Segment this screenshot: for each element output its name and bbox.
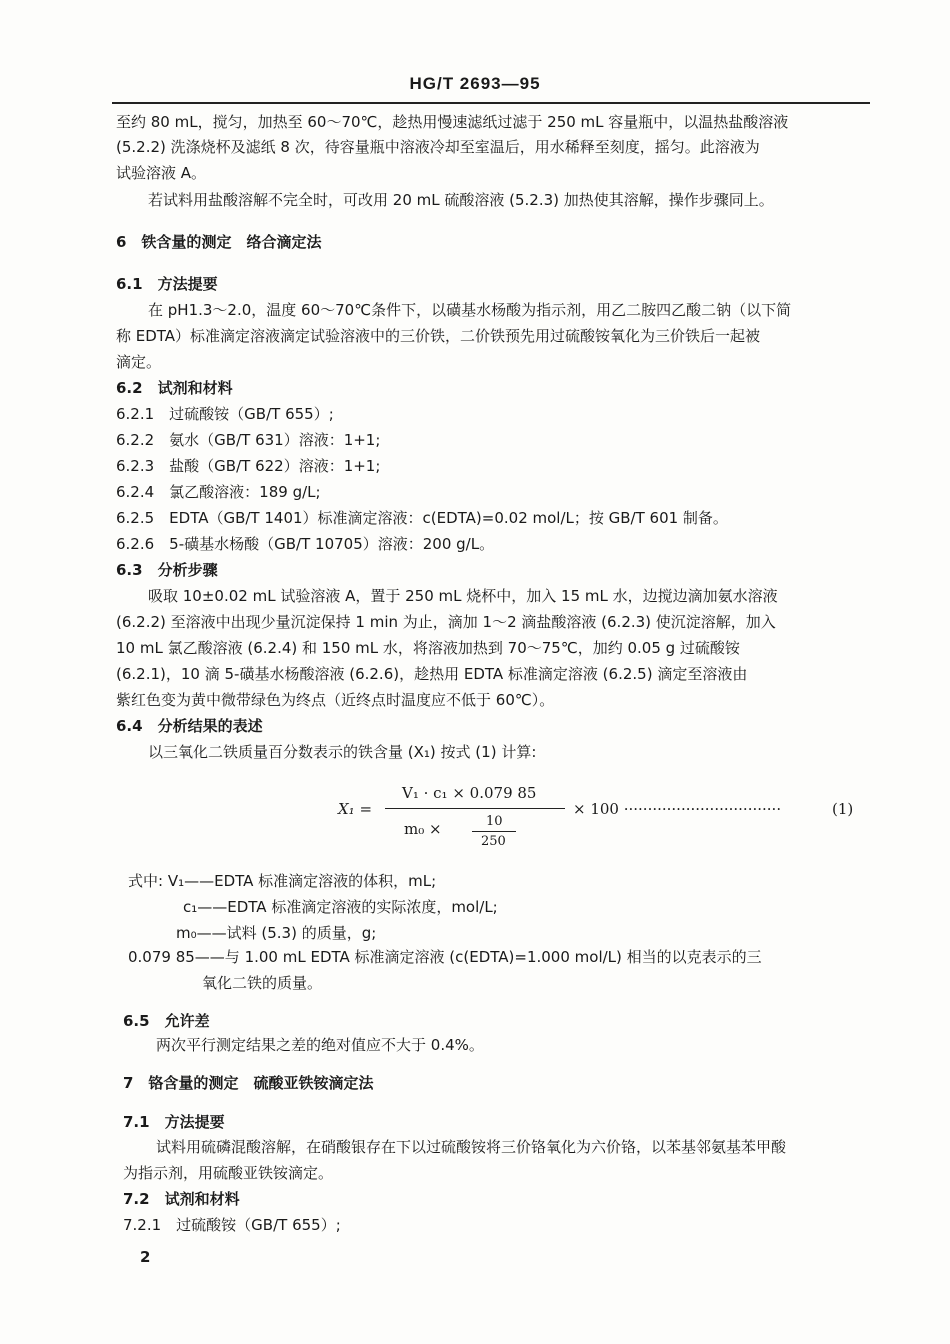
body-line: (6.2.1)，10 滴 5-磺基水杨酸溶液 (6.2.6)，趁热用 EDTA 标准滴定溶液 (6.2.5) 滴定至溶液由 (116, 665, 748, 683)
section-6-heading: 6 铁含量的测定 络合滴定法 (116, 233, 322, 251)
body-line: 至约 80 mL，搅匀，加热至 60～70℃，趁热用慢速滤纸过滤于 250 mL 容量瓶中，以温热盐酸溶液 (116, 113, 789, 131)
reagent-item: 6.2.4 氯乙酸溶液：189 g/L; (116, 483, 321, 501)
section-7-1-heading: 7.1 方法提要 (123, 1113, 225, 1131)
reagent-item: 6.2.2 氨水（GB/T 631）溶液：1+1; (116, 431, 381, 449)
formula-number: (1) (832, 800, 854, 818)
body-line: 为指示剂，用硫酸亚铁铵滴定。 (123, 1164, 334, 1182)
formula-numerator: V₁ · c₁ × 0.079 85 (402, 784, 537, 802)
section-7-heading: 7 铬含量的测定 硫酸亚铁铵滴定法 (123, 1074, 374, 1092)
body-line: 10 mL 氯乙酸溶液 (6.2.4) 和 150 mL 水，将溶液加热到 70～75℃，加约 0.05 g 过硫酸铵 (116, 639, 740, 657)
section-6-4-heading: 6.4 分析结果的表述 (116, 717, 263, 735)
reagent-item: 6.2.1 过硫酸铵（GB/T 655）; (116, 405, 334, 423)
body-line: (6.2.2) 至溶液中出现少量沉淀保持 1 min 为止，滴加 1～2 滴盐酸溶液 (6.2.3) 使沉淀溶解，加入 (116, 613, 776, 631)
legend-line: 0.079 85——与 1.00 mL EDTA 标准滴定溶液 (c(EDTA)=1.000 mol/L) 相当的以克表示的三 (128, 948, 762, 966)
section-6-3-heading: 6.3 分析步骤 (116, 561, 218, 579)
formula-denominator-prefix: m₀ × (404, 820, 442, 838)
legend-line: c₁——EDTA 标准滴定溶液的实际浓度，mol/L; (183, 898, 498, 916)
reagent-item: 6.2.6 5-磺基水杨酸（GB/T 10705）溶液：200 g/L。 (116, 535, 495, 553)
body-line: 紫红色变为黄中微带绿色为终点（近终点时温度应不低于 60℃）。 (116, 691, 555, 709)
body-line: 称 EDTA）标准滴定溶液滴定试验溶液中的三价铁，二价铁预先用过硫酸铵氧化为三价铁后一起被 (116, 327, 761, 345)
legend-line: 式中: V₁——EDTA 标准滴定溶液的体积，mL; (128, 872, 437, 890)
page-number: 2 (140, 1248, 151, 1266)
body-line: (5.2.2) 洗涤烧杯及滤纸 8 次，待容量瓶中溶液冷却至室温后，用水稀释至刻度，摇匀。此溶液为 (116, 138, 760, 156)
reagent-item: 7.2.1 过硫酸铵（GB/T 655）; (123, 1216, 341, 1234)
formula-lhs: X₁ = (338, 800, 373, 818)
formula-inner-denominator: 250 (481, 834, 506, 849)
section-6-1-heading: 6.1 方法提要 (116, 275, 218, 293)
body-line: 两次平行测定结果之差的绝对值应不大于 0.4%。 (156, 1036, 484, 1054)
body-line: 试验溶液 A。 (116, 164, 207, 182)
body-line: 以三氧化二铁质量百分数表示的铁含量 (X₁) 按式 (1) 计算: (148, 743, 537, 761)
header-rule (112, 102, 870, 104)
legend-line: m₀——试料 (5.3) 的质量，g; (176, 924, 377, 942)
formula-fraction-bar (385, 808, 565, 809)
body-line: 滴定。 (116, 353, 162, 371)
body-line: 试料用硫磷混酸溶解，在硝酸银存在下以过硫酸铵将三价铬氧化为六价铬，以苯基邻氨基苯甲酸 (156, 1138, 787, 1156)
formula-inner-fraction-bar (472, 831, 516, 832)
legend-line: 氧化二铁的质量。 (202, 974, 323, 992)
formula-inner-numerator: 10 (486, 814, 503, 829)
reagent-item: 6.2.5 EDTA（GB/T 1401）标准滴定溶液：c(EDTA)=0.02 mol/L；按 GB/T 601 制备。 (116, 509, 728, 527)
standard-code-header: HG/T 2693—95 (409, 74, 541, 93)
formula-multiplier: × 100 ································· (573, 800, 782, 818)
body-line: 若试料用盐酸溶解不完全时，可改用 20 mL 硫酸溶液 (5.2.3) 加热使其溶解，操作步骤同上。 (148, 191, 774, 209)
section-7-2-heading: 7.2 试剂和材料 (123, 1190, 240, 1208)
reagent-item: 6.2.3 盐酸（GB/T 622）溶液：1+1; (116, 457, 381, 475)
section-6-2-heading: 6.2 试剂和材料 (116, 379, 233, 397)
body-line: 吸取 10±0.02 mL 试验溶液 A，置于 250 mL 烧杯中，加入 15 mL 水，边搅边滴加氨水溶液 (148, 587, 778, 605)
section-6-5-heading: 6.5 允许差 (123, 1012, 210, 1030)
body-line: 在 pH1.3～2.0，温度 60～70℃条件下，以磺基水杨酸为指示剂，用乙二胺四乙酸二钠（以下简 (148, 301, 792, 319)
